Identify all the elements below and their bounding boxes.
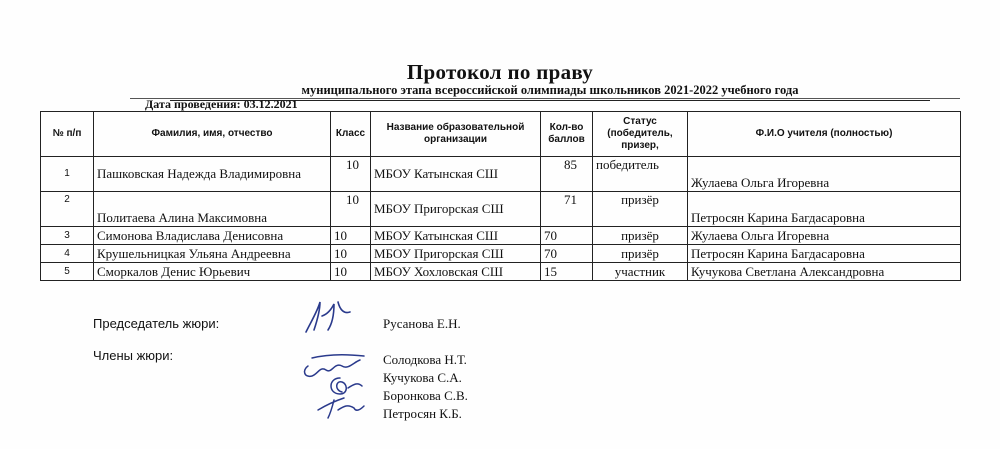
score-value: 71 [564,192,577,207]
row-name: Пашковская Надежда Владимировна [94,157,331,192]
chair-signature [298,296,368,336]
grade-value: 10 [346,157,359,172]
row-score [541,157,593,192]
row-status: участник [593,263,688,281]
row-grade [331,192,371,227]
member-name: Кучукова С.А. [383,370,462,385]
row-status: победитель [593,157,688,192]
row-status: призёр [593,192,688,227]
row-grade: 10 [331,227,371,245]
row-school: МБОУ Катынская СШ [371,227,541,245]
chair-label: Председатель жюри: [93,316,220,331]
row-teacher: Жулаева Ольга Игоревна [688,227,961,245]
row-school: МБОУ Пригорская СШ [371,245,541,263]
row-num: 1 [41,157,94,192]
member-name: Петросян К.Б. [383,406,462,421]
row-name: Политаева Алина Максимовна [94,192,331,227]
row-score [541,192,593,227]
row-school: МБОУ Пригорская СШ [371,192,541,227]
col-header-num: № п/п [41,112,94,157]
col-header-school: Название образовательной организации [371,112,541,157]
members-signatures [298,348,383,423]
document-subtitle: муниципального этапа всероссийской олимпиады школьников 2021-2022 учебного года [170,83,930,101]
row-grade [331,157,371,192]
col-header-grade: Класс [331,112,371,157]
row-num: 5 [41,263,94,281]
row-school: МБОУ Хохловская СШ [371,263,541,281]
row-teacher: Жулаева Ольга Игоревна [688,157,961,192]
row-name: Симонова Владислава Денисовна [94,227,331,245]
score-value: 85 [564,157,577,172]
col-header-status: Статус (победитель, призер, [593,112,688,157]
member-name: Солодкова Н.Т. [383,352,467,367]
row-num: 2 [41,192,94,227]
table-row [41,245,961,263]
row-teacher: Петросян Карина Багдасаровна [688,245,961,263]
table-row [41,227,961,245]
chair-name: Русанова Е.Н. [383,316,461,331]
row-grade: 10 [331,245,371,263]
members-label: Члены жюри: [93,348,174,363]
results-table [40,111,961,281]
row-score: 70 [541,245,593,263]
row-score: 15 [541,263,593,281]
row-num: 4 [41,245,94,263]
event-date: Дата проведения: 03.12.2021 [145,97,298,111]
table-header-row [41,112,961,157]
col-header-score: Кол-во баллов [541,112,593,157]
table-row [41,192,961,227]
col-header-name: Фамилия, имя, отчество [94,112,331,157]
document-title: Протокол по праву [406,60,594,84]
row-status: призёр [593,245,688,263]
row-status: призёр [593,227,688,245]
table-row [41,263,961,281]
row-teacher: Петросян Карина Багдасаровна [688,192,961,227]
row-num: 3 [41,227,94,245]
row-name: Крушельницкая Ульяна Андреевна [94,245,331,263]
grade-value: 10 [346,192,359,207]
member-name: Боронкова С.В. [383,388,468,403]
row-score: 70 [541,227,593,245]
table-row [41,157,961,192]
col-header-teacher: Ф.И.О учителя (полностью) [688,112,961,157]
row-grade: 10 [331,263,371,281]
row-school: МБОУ Катынская СШ [371,157,541,192]
row-teacher: Кучукова Светлана Александровна [688,263,961,281]
row-name: Сморкалов Денис Юрьевич [94,263,331,281]
